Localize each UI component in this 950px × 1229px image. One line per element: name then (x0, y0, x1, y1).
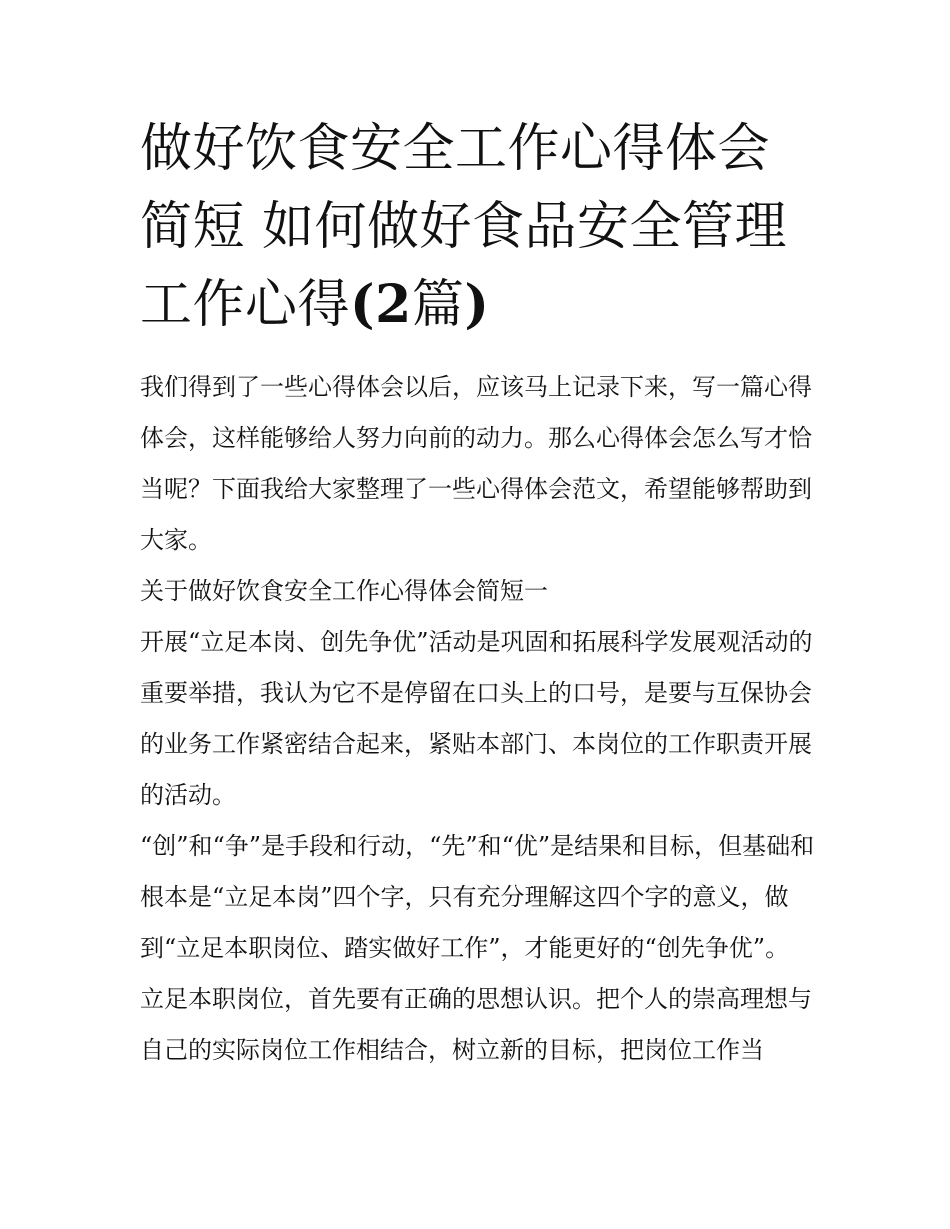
title-count-unit: 篇 (411, 275, 465, 335)
title-count-close: ) (464, 274, 490, 335)
section-heading: 关于做好饮食安全工作心得体会简短一 (140, 577, 548, 605)
intro-paragraph: 我们得到了一些心得体会以后，应该马上记录下来，写一篇心得体会，这样能够给人努力向前的动力。那么心得体会怎么写才恰当呢？下面我给大家整理了一些心得体会范文，希望能够帮助到大家。 (140, 373, 812, 554)
body-paragraph-1: 开展“立足本岗、创先争优”活动是巩固和拓展科学发展观活动的重要举措，我认为它不是停留在口头上的口号，是要与互保协会的业务工作紧密结合起来，紧贴本部门、本岗位的工作职责开展的活动。 (140, 628, 813, 809)
title-text: 做好饮食安全工作心得体会简短 如何做好食品安全管理工作心得 (140, 119, 788, 335)
document-title (140, 110, 815, 344)
body-paragraph-2: “创”和“争”是手段和行动，“先”和“优”是结果和目标，但基础和根本是“立足本岗”四个字，只有充分理解这四个字的意义，做到“立足本职岗位、踏实做好工作”，才能更好的“创先争优”。 (140, 832, 815, 962)
body-paragraph-3: 立足本职岗位，首先要有正确的思想认识。把个人的崇高理想与自己的实际岗位工作相结合，树立新的目标，把岗位工作当 (140, 985, 812, 1064)
document-content (140, 110, 815, 1076)
title-count-open: (2 (350, 274, 412, 335)
